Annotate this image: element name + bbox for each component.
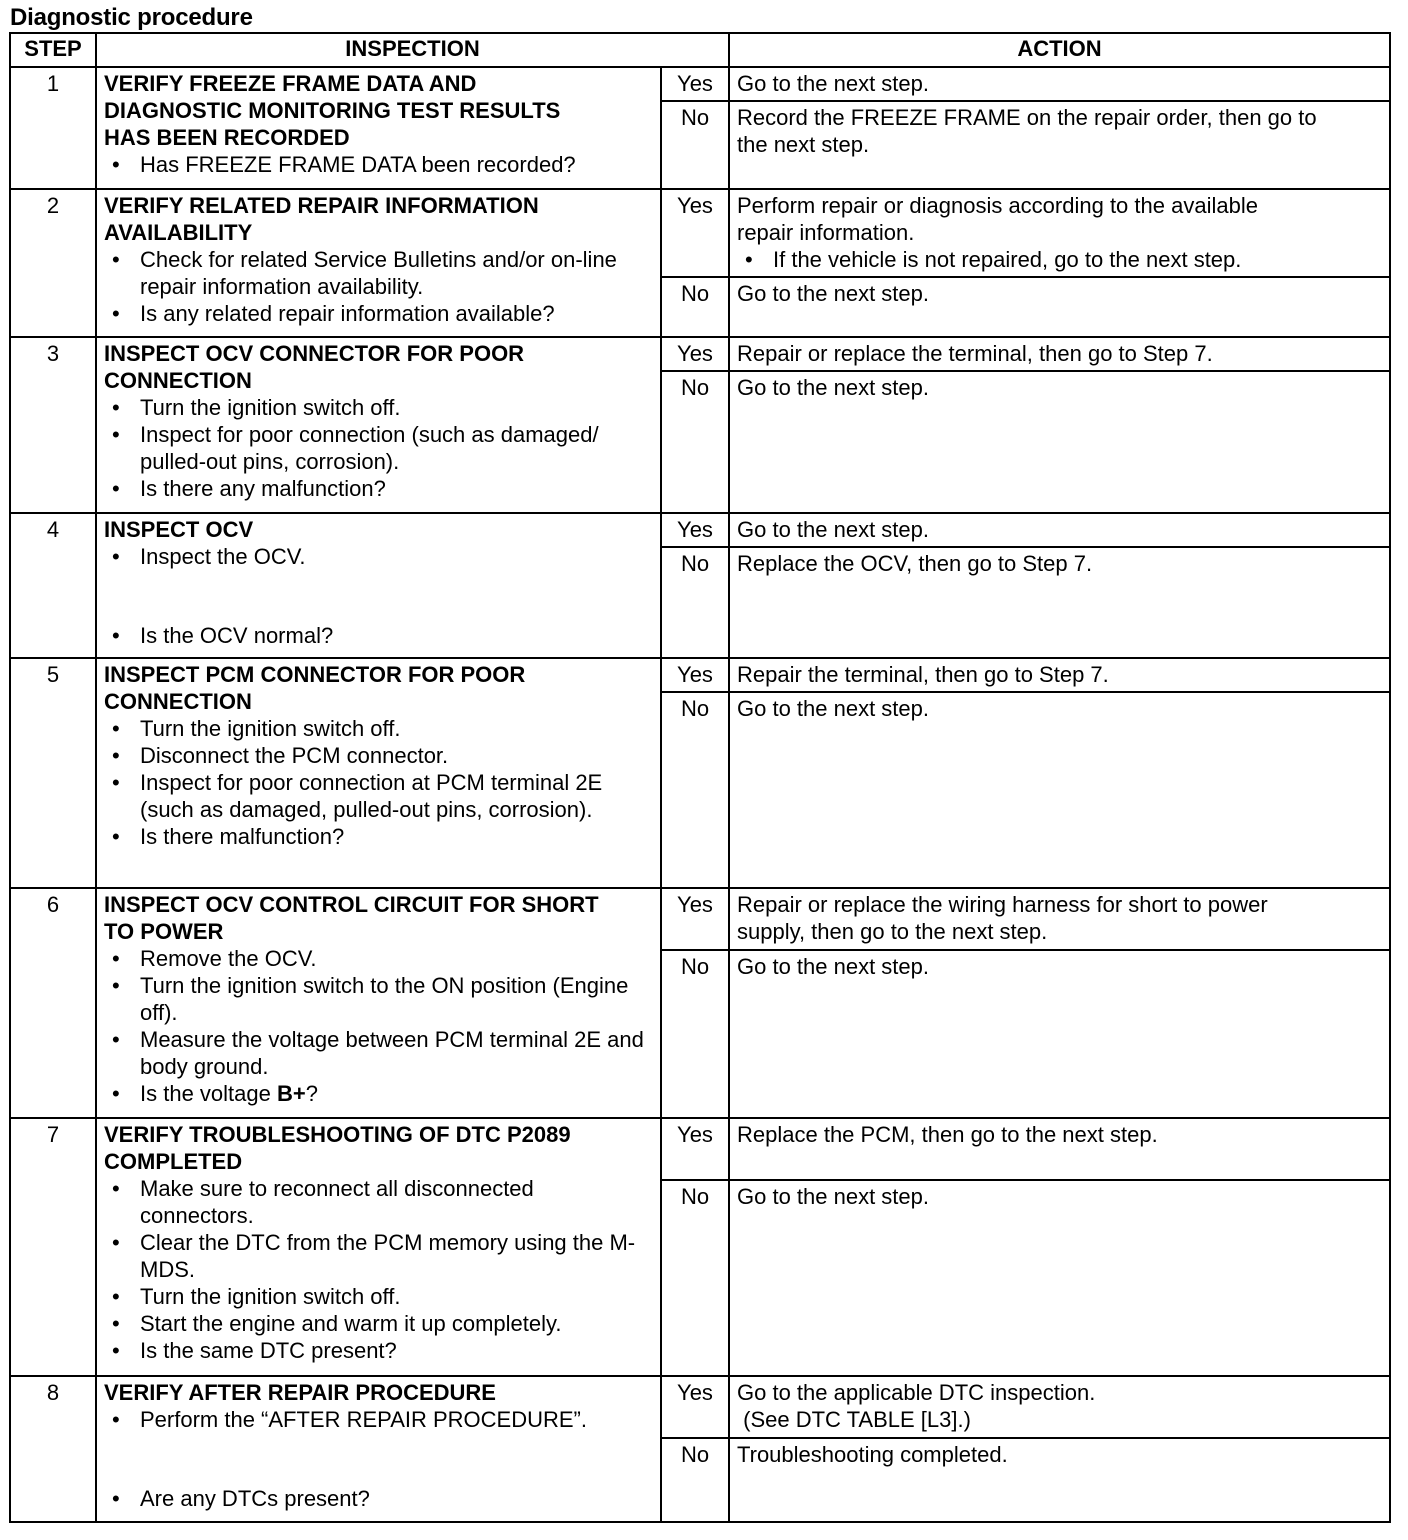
bullet-item: • Measure the voltage between PCM terminal 2E and body ground. [140,1026,653,1080]
inspection-title: INSPECT OCV CONTROL CIRCUIT FOR SHORT TO POWER [104,892,599,944]
inspection-title: VERIFY AFTER REPAIR PROCEDURE [104,1380,496,1405]
header-row [10,33,1390,67]
bullet-item: • Turn the ignition switch off. [140,1283,653,1310]
bullet-item: • Disconnect the PCM connector. [140,742,653,769]
yes-action: Go to the next step. [729,67,1390,101]
inspection-cell [96,1376,661,1522]
inspection-bullets [104,151,653,178]
no-action: Go to the next step. [729,371,1390,513]
no-action: Go to the next step. [729,1180,1390,1376]
header-inspection: INSPECTION [96,33,729,67]
inspection-bullets [104,1175,653,1364]
inspection-cell [96,337,661,513]
bullet-item: • Is there any malfunction? [140,475,653,502]
bullet-item: • Has FREEZE FRAME DATA been recorded? [140,151,653,178]
no-action: Troubleshooting completed. [729,1438,1390,1522]
bullet-item: • Turn the ignition switch off. [140,394,653,421]
step-row-3 [10,337,1390,371]
inspection-cell [96,888,661,1118]
inspection-title: INSPECT PCM CONNECTOR FOR POOR CONNECTION [104,662,526,714]
yes-action: Perform repair or diagnosis according to the available repair information. • If the vehicle is not repaired, go to the next step. [729,189,1390,277]
inspection-cell [96,658,661,888]
step-number: 4 [10,513,96,658]
bullet-item: • Is any related repair information available? [140,300,653,327]
bullet-item: • Is the OCV normal? [140,622,653,649]
yes-label: Yes [661,337,729,371]
no-label: No [661,1180,729,1376]
inspection-title: INSPECT OCV CONNECTOR FOR POOR CONNECTION [104,341,525,393]
step-row-5 [10,658,1390,692]
inspection-title: VERIFY FREEZE FRAME DATA AND DIAGNOSTIC MONITORING TEST RESULTS HAS BEEN RECORDED [104,71,561,150]
no-label: No [661,277,729,337]
bullet-item: • Inspect the OCV. [140,543,653,570]
yes-label: Yes [661,189,729,277]
inspection-title: VERIFY RELATED REPAIR INFORMATION AVAILABILITY [104,193,539,245]
inspection-bullets [104,622,653,649]
bullet-item: • Turn the ignition switch to the ON position (Engine off). [140,972,653,1026]
yes-label: Yes [661,888,729,950]
bullet-item: • If the vehicle is not repaired, go to the next step. [773,246,1382,273]
no-label: No [661,101,729,189]
yes-action: Go to the next step. [729,513,1390,547]
step-row-1 [10,67,1390,101]
step-row-8 [10,1376,1390,1438]
bullet-item: • Clear the DTC from the PCM memory using the M-MDS. [140,1229,653,1283]
yes-action: Go to the applicable DTC inspection. (See DTC TABLE [L3].) [729,1376,1390,1438]
bullet-item: • Is the same DTC present? [140,1337,653,1364]
step-number: 5 [10,658,96,888]
yes-action: Replace the PCM, then go to the next step. [729,1118,1390,1180]
no-action: Go to the next step. [729,692,1390,888]
inspection-title: VERIFY TROUBLESHOOTING OF DTC P2089 COMPLETED [104,1122,571,1174]
bullet-item: • Is there malfunction? [140,823,653,850]
inspection-cell [96,67,661,189]
action-bullets [737,246,1382,273]
step-row-4 [10,513,1390,547]
bullet-item: • Inspect for poor connection at PCM terminal 2E (such as damaged, pulled-out pins, corrosion). [140,769,653,823]
spacer [104,1433,653,1485]
diagnostic-procedure-table [9,32,1391,1523]
no-label: No [661,547,729,658]
yes-label: Yes [661,1118,729,1180]
step-number: 1 [10,67,96,189]
spacer [104,570,653,622]
yes-label: Yes [661,658,729,692]
yes-label: Yes [661,513,729,547]
yes-action: Repair or replace the wiring harness for short to power supply, then go to the next step. [729,888,1390,950]
no-label: No [661,950,729,1118]
step-row-6 [10,888,1390,950]
inspection-title: INSPECT OCV [104,517,254,542]
inspection-cell [96,189,661,337]
bullet-item: • Are any DTCs present? [140,1485,653,1512]
yes-action: Repair the terminal, then go to Step 7. [729,658,1390,692]
step-number: 2 [10,189,96,337]
step-number: 8 [10,1376,96,1522]
inspection-cell [96,1118,661,1376]
inspection-bullets [104,715,653,850]
bullet-item: • Perform the “AFTER REPAIR PROCEDURE”. [140,1406,653,1433]
bullet-item: • Remove the OCV. [140,945,653,972]
inspection-bullets [104,246,653,327]
step-number: 7 [10,1118,96,1376]
bullet-item: • Is the voltage B+? [140,1080,653,1107]
no-action: Go to the next step. [729,277,1390,337]
yes-label: Yes [661,1376,729,1438]
inspection-bullets [104,1485,653,1512]
page-title: Diagnostic procedure [10,4,253,31]
bullet-item: • Make sure to reconnect all disconnected connectors. [140,1175,653,1229]
step-row-7 [10,1118,1390,1180]
inspection-cell [96,513,661,658]
header-step: STEP [10,33,96,67]
yes-action: Repair or replace the terminal, then go to Step 7. [729,337,1390,371]
no-label: No [661,1438,729,1522]
header-action: ACTION [729,33,1390,67]
no-action: Go to the next step. [729,950,1390,1118]
inspection-bullets [104,945,653,1107]
no-action: Record the FREEZE FRAME on the repair order, then go to the next step. [729,101,1390,189]
step-number: 6 [10,888,96,1118]
bullet-item: • Start the engine and warm it up completely. [140,1310,653,1337]
inspection-bullets [104,1406,653,1433]
bullet-item: • Inspect for poor connection (such as damaged/ pulled-out pins, corrosion). [140,421,653,475]
bullet-item: • Check for related Service Bulletins and/or on-line repair information availability. [140,246,653,300]
no-label: No [661,692,729,888]
bullet-item: • Turn the ignition switch off. [140,715,653,742]
inspection-bullets [104,543,653,570]
step-number: 3 [10,337,96,513]
no-label: No [661,371,729,513]
yes-label: Yes [661,67,729,101]
step-row-2 [10,189,1390,277]
no-action: Replace the OCV, then go to Step 7. [729,547,1390,658]
inspection-bullets [104,394,653,502]
